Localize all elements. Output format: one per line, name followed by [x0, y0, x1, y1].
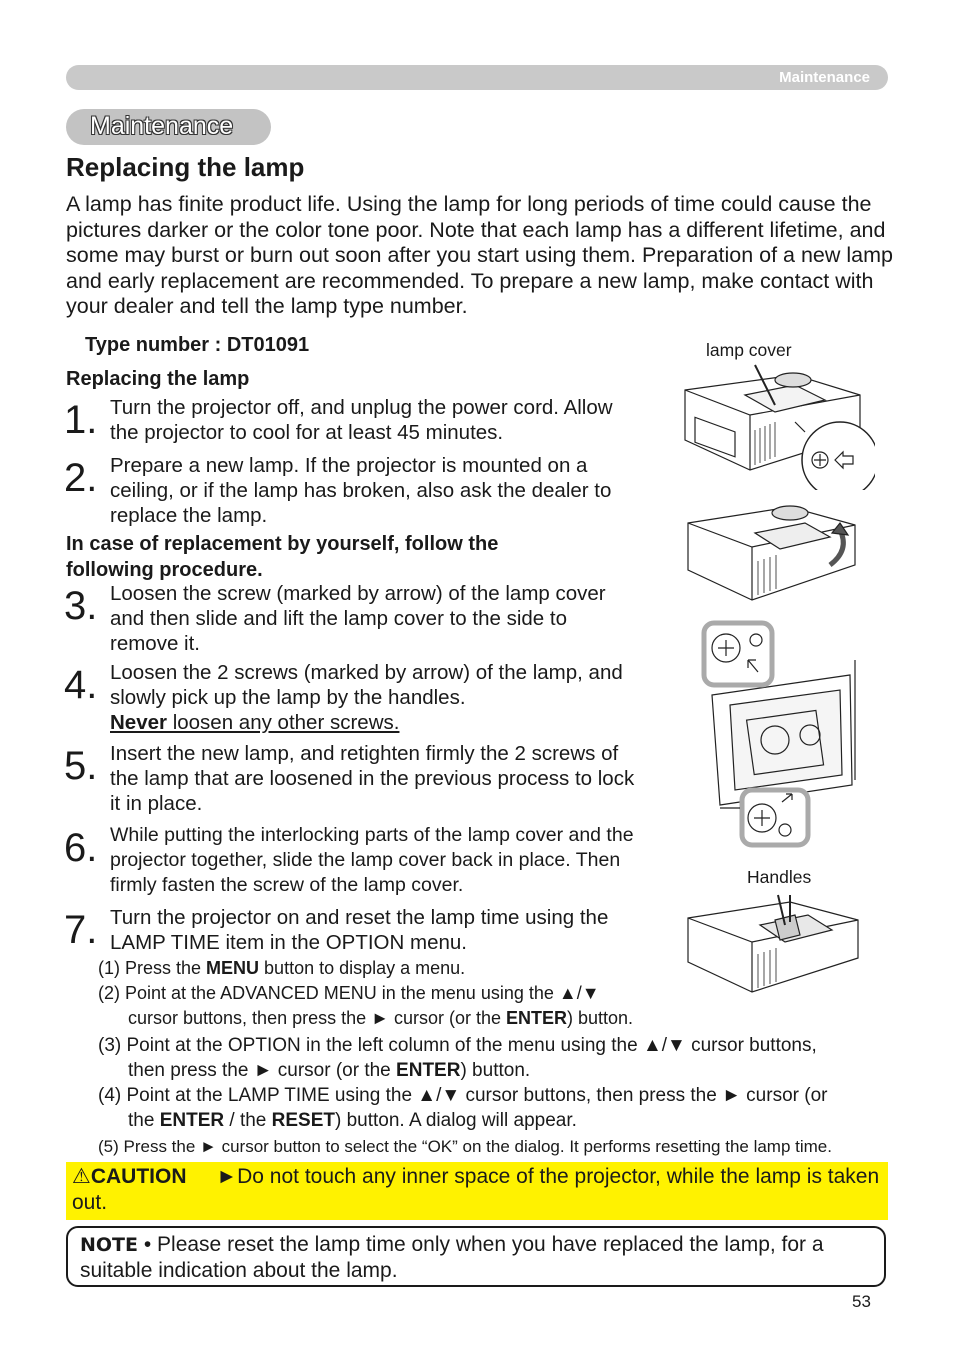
step-4-warning	[110, 711, 399, 734]
caution-label: CAUTION	[90, 1165, 187, 1188]
note-text: • Please reset the lamp time only when you have replaced the lamp, for a suitable indication about the lamp.	[80, 1233, 824, 1282]
type-number: Type number : DT01091	[85, 334, 310, 356]
substep-4-enter: ENTER	[159, 1110, 225, 1131]
projector-cover-lift-illustration	[680, 495, 870, 615]
substep-3-enter: ENTER	[396, 1060, 461, 1081]
substep-4-f: ) button. A dialog will appear.	[335, 1110, 577, 1131]
substep-1-a: (1) Press the	[98, 958, 207, 978]
substep-5: (5) Press the ► cursor button to select the “OK” on the dialog. It performs resetting the lamp time.	[98, 1137, 832, 1156]
projector-lamp-cover-illustration	[675, 360, 875, 490]
warning-triangle-icon: ⚠	[72, 1165, 91, 1188]
subheading: Replacing the lamp	[66, 368, 250, 390]
step-4-rest: loosen any other screws.	[167, 711, 400, 734]
substep-4-d: / the	[224, 1110, 272, 1131]
page-title: Replacing the lamp	[66, 152, 305, 182]
section-pill-label: Maintenance	[90, 112, 234, 140]
substep-4-b: the	[128, 1110, 160, 1131]
substep-2-enter: ENTER	[505, 1008, 567, 1028]
step-text-5: Insert the new lamp, and retighten firmly the 2 screws of the lamp that are loosened in the previous process to lock it in place.	[110, 742, 635, 815]
substep-3-b: then press the ► cursor (or the	[128, 1060, 397, 1081]
caution-box	[66, 1162, 888, 1220]
step-number-1: 1.	[64, 398, 98, 442]
substep-3-d: ) button.	[460, 1060, 531, 1081]
step-text-2: Prepare a new lamp. If the projector is mounted on a ceiling, or if the lamp has broken, also ask the dealer to replace the lamp.	[110, 454, 612, 527]
step-text-6: While putting the interlocking parts of the lamp cover and the projector together, slide the lamp cover back in place. Then firmly fasten the screw of the lamp cover.	[110, 824, 634, 896]
step-number-6: 6.	[64, 826, 98, 870]
substep-2-line2	[128, 1006, 633, 1031]
substep-3-line1: (3) Point at the OPTION in the left column of the menu using the ▲/▼ cursor buttons,	[98, 1035, 817, 1056]
substep-2-line1: (2) Point at the ADVANCED MENU in the menu using the ▲/▼	[98, 983, 600, 1003]
step-4-never: Never	[110, 711, 167, 734]
substep-4-line2	[128, 1108, 577, 1133]
note-content	[80, 1232, 870, 1284]
projector-handles-illustration	[680, 890, 870, 1005]
step-text-4	[110, 660, 640, 735]
handles-label: Handles	[747, 867, 812, 887]
step-number-2: 2.	[64, 456, 98, 500]
intro-paragraph: A lamp has finite product life. Using the lamp for long periods of time could cause the pictures darker or the color tone poor. Note that each lamp has a different lifetime, and some may burst or burn out soon after you start using them. Preparation of a new lamp and early replacement are recommended. To prepare a new lamp, make contact with your dealer and tell the lamp type number.	[66, 192, 893, 318]
section-pill	[66, 109, 271, 145]
caution-content	[72, 1164, 882, 1216]
step-number-4: 4.	[64, 663, 98, 707]
substep-2-d: ) button.	[567, 1008, 634, 1028]
step-number-5: 5.	[64, 744, 98, 788]
step-text-7: Turn the projector on and reset the lamp time using the LAMP TIME item in the OPTION menu.	[110, 906, 609, 954]
page-number: 53	[852, 1292, 871, 1311]
substep-2-b: cursor buttons, then press the ► cursor (or the	[128, 1008, 506, 1028]
substep-1-menu: MENU	[206, 958, 260, 978]
step-text-1: Turn the projector off, and unplug the power cord. Allow the projector to cool for at least 45 minutes.	[110, 396, 613, 444]
step-number-7: 7.	[64, 908, 98, 952]
procedure-instruction: In case of replacement by yourself, follow the following procedure.	[66, 533, 499, 581]
step-text-4-main: Loosen the 2 screws (marked by arrow) of the lamp, and slowly pick up the lamp by the handles.	[110, 661, 623, 709]
note-label: NOTE	[80, 1234, 138, 1256]
lamp-screws-illustration	[700, 620, 860, 850]
substep-4-line1: (4) Point at the LAMP TIME using the ▲/▼ cursor buttons, then press the ► cursor (or	[98, 1085, 828, 1106]
substep-4-reset: RESET	[271, 1110, 335, 1131]
substep-1-c: button to display a menu.	[259, 958, 466, 978]
substep-3-line2	[128, 1058, 530, 1083]
header-bar	[66, 65, 888, 90]
header-section-label: Maintenance	[779, 69, 870, 86]
note-box	[66, 1226, 886, 1287]
caution-text: ►Do not touch any inner space of the projector, while the lamp is taken out.	[72, 1165, 880, 1214]
substep-1	[98, 956, 465, 981]
step-text-3: Loosen the screw (marked by arrow) of the lamp cover and then slide and lift the lamp cover to the side to remove it.	[110, 582, 606, 655]
step-number-3: 3.	[64, 584, 98, 628]
lamp-cover-label: lamp cover	[706, 340, 792, 360]
